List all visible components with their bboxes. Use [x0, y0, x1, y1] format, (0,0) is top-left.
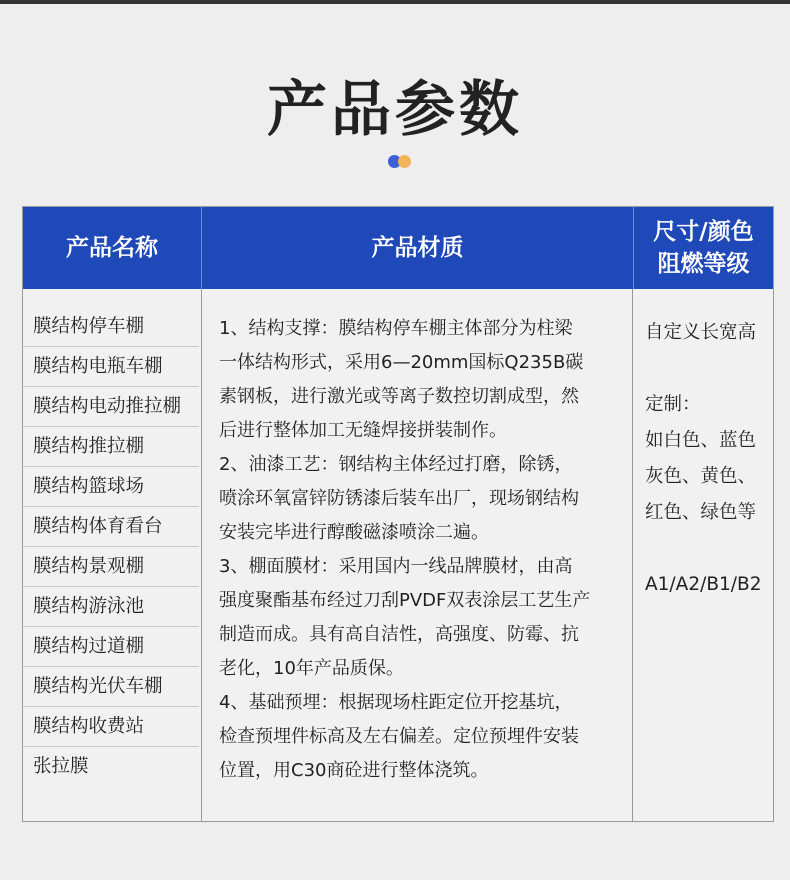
- color-options: 如白色、蓝色: [645, 430, 757, 451]
- list-item: 膜结构过道棚: [23, 627, 201, 667]
- top-bar: [0, 0, 790, 4]
- header-size-color-fire-rating: 尺寸/颜色 阻燃等级: [633, 207, 773, 289]
- list-item: 膜结构景观棚: [23, 547, 201, 587]
- header-product-material: 产品材质: [201, 207, 633, 289]
- material-line: 一体结构形式，采用6—20mm国标Q235B碳: [219, 352, 584, 373]
- list-item: 膜结构体育看台: [23, 507, 201, 547]
- spacer: [645, 531, 770, 567]
- list-item: 膜结构篮球场: [23, 467, 201, 507]
- fire-rating: A1/A2/B1/B2: [645, 574, 762, 595]
- list-item: 膜结构电瓶车棚: [23, 347, 201, 387]
- column-divider: [632, 289, 633, 821]
- color-options: 灰色、黄色、: [645, 466, 757, 487]
- size-color-fire-rating: [645, 315, 770, 603]
- list-item: 膜结构推拉棚: [23, 427, 201, 467]
- material-line: 2、油漆工艺：钢结构主体经过打磨，除锈，: [219, 454, 573, 475]
- material-line: 素钢板，进行激光或等离子数控切割成型，然: [219, 386, 579, 407]
- material-line: 4、基础预埋：根据现场柱距定位开挖基坑，: [219, 692, 573, 713]
- list-item: 膜结构游泳池: [23, 587, 201, 627]
- list-item: 膜结构电动推拉棚: [23, 387, 201, 427]
- product-material-text: [219, 312, 621, 788]
- header-product-name: 产品名称: [66, 235, 158, 261]
- column-divider: [201, 289, 202, 821]
- spacer: [645, 351, 770, 387]
- color-label: 定制：: [645, 394, 701, 415]
- material-line: 强度聚酯基布经过刀刮PVDF双表涂层工艺生产: [219, 590, 591, 611]
- orange-dot-icon: [398, 155, 411, 168]
- list-item: 膜结构收费站: [23, 707, 201, 747]
- table-header: [23, 207, 773, 289]
- product-name-list: [23, 307, 201, 787]
- list-item: 张拉膜: [33, 756, 89, 777]
- list-item: 膜结构光伏车棚: [23, 667, 201, 707]
- material-line: 3、棚面膜材：采用国内一线品牌膜材，由高: [219, 556, 573, 577]
- material-line: 安装完毕进行醇酸磁漆喷涂二遍。: [219, 522, 489, 543]
- material-line: 位置，用C30商砼进行整体浇筑。: [219, 760, 489, 781]
- list-item: 膜结构停车棚: [23, 307, 201, 347]
- material-line: 喷涂环氧富锌防锈漆后装车出厂，现场钢结构: [219, 488, 579, 509]
- color-options: 红色、绿色等: [645, 502, 757, 523]
- material-line: 老化，10年产品质保。: [219, 658, 404, 679]
- material-line: 1、结构支撑：膜结构停车棚主体部分为柱梁: [219, 318, 573, 339]
- product-parameter-table: [22, 206, 774, 822]
- decorative-dots: [388, 155, 414, 169]
- page-title: 产品参数: [267, 75, 523, 145]
- material-line: 制造而成。具有高自洁性，高强度、防霉、抗: [219, 624, 579, 645]
- material-line: 检查预埋件标高及左右偏差。定位预埋件安装: [219, 726, 579, 747]
- material-line: 后进行整体加工无缝焊接拼装制作。: [219, 420, 507, 441]
- size-text: 自定义长宽高: [645, 322, 757, 343]
